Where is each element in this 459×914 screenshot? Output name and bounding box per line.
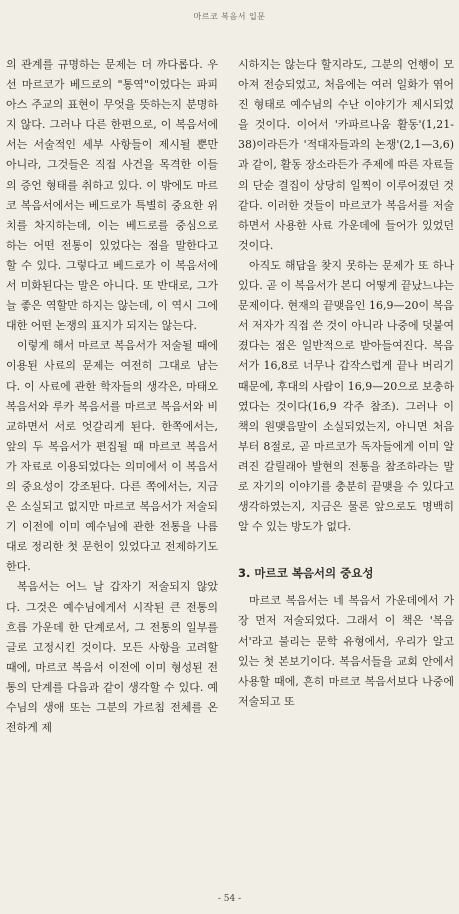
paragraph: 복음서는 어느 날 갑자기 저술되지 않았다. 그것은 예수님에게서 시작된 큰 전통의 흐름 가운데 한 단계로서, 그 전통의 일부를 글로 고정시킨 것이다. 모든 사항을 고려할 때에, 마르코 복음서 이전에 이미 형성된 전통의 단계를 다음과 같이 생각할 수 있다. 예수님의 생애 또는 그분의 가르침 전체를 온전하게 제 xyxy=(6,580,218,735)
paragraph: 시하지는 않는다 할지라도, 그분의 언행이 모아져 전승되었고, 처음에는 여러 일화가 엮어진 형태로 예수님의 수난 이야기가 제시되었을 것이다. 이어서 '카파르나움 활동'(1,21-38)이라든가 '적대자들과의 논쟁'(2,1—3,6)과 같이, 활동 장소라든가 주제에 따른 자료들의 단순 결집이 상당히 일찍이 이루어졌던 것 같다. 이러한 것들이 마르코가 복음서를 저술하면서 사용한 사료 가운데에 들어가 있었던 것이다. xyxy=(238,58,454,252)
paragraph: 마르코 복음서는 네 복음서 가운데에서 가장 먼저 저술되었다. 그래서 이 책은 '복음서'라고 불리는 문학 유형에서, 우리가 알고 있는 첫 본보기이다. 복음서들을 교회 안에서 사용할 때에, 흔히 마르코 복음서보다 나중에 저술되고 또 xyxy=(238,594,454,708)
paragraph: 이렇게 해서 마르코 복음서가 저술될 때에 이용된 사료의 문제는 여전히 그대로 남는다. 이 사료에 관한 학자들의 생각은, 마태오 복음서와 루카 복음서를 마르코 복음서와 비교하면서 서로 엇갈리게 된다. 한쪽에서는, 앞의 두 복음서가 편집될 때 마르코 복음서가 자료로 이용되었다는 의미에서 이 복음서의 중요성이 강조된다. 다른 쪽에서는, 지금은 소실되고 없지만 마르코 복음서가 저술되기 이전에 이미 예수님에 관한 전통을 나름대로 정리한 첫 문헌이 있었다고 전제하기도 한다. xyxy=(6,339,218,574)
page-number: - 54 - xyxy=(217,894,242,904)
left-column xyxy=(6,55,218,738)
section-heading: 3. 마르코 복음서의 중요성 xyxy=(238,566,374,581)
paragraph: 의 관계를 규명하는 문제는 더 까다롭다. 우선 마르코가 베드로의 "통역"이었다는 파피아스 주교의 표현이 무엇을 뜻하는지 분명하지 않다. 그러나 다른 한편으로, 이 복음서에서는 서술적인 세부 사항들이 제시될 뿐만 아니라, 그것들은 직접 사건을 목격한 이들의 증언 형태를 취하고 있다. 이 밖에도 마르코 복음서에서는 베드로가 특별히 중요한 위치를 차지하는데, 이는 베드로를 중심으로 하는 어떤 전통이 있었다는 점을 말한다고 할 수 있다. 그렇다고 베드로가 이 복음서에서 미화된다는 말은 아니다. 또 반대로, 그가 늘 좋은 역할만 하지는 않는데, 이 역시 그에 대한 어떤 논쟁의 표지가 되지는 않는다. xyxy=(6,58,218,333)
running-header: 마르코 복음서 입문 xyxy=(193,12,266,21)
right-column xyxy=(238,55,454,712)
paragraph: 아직도 해답을 찾지 못하는 문제가 또 하나 있다. 곧 이 복음서가 본디 어떻게 끝났느냐는 문제이다. 현재의 끝맺음인 16,9—20이 복음서 저자가 직접 쓴 것이 아니라 나중에 덧붙여졌다는 점은 일반적으로 받아들여진다. 복음서가 16,8로 너무나 갑작스럽게 끝나 버리기 때문에, 후대의 사람이 16,9—20으로 보충하였다는 것이다(16,9 각주 참조). 그러나 이 책의 원맺음말이 소실되었는지, 아니면 처음부터 8절로, 곧 마르코가 독자들에게 이미 알려진 갈릴래아 발현의 전통을 참조하라는 말로 자기의 이야기를 충분히 끝맺을 수 있다고 생각하였는지, 지금은 물론 앞으로도 명백히 알 수 있는 방도가 없다. xyxy=(238,258,454,534)
